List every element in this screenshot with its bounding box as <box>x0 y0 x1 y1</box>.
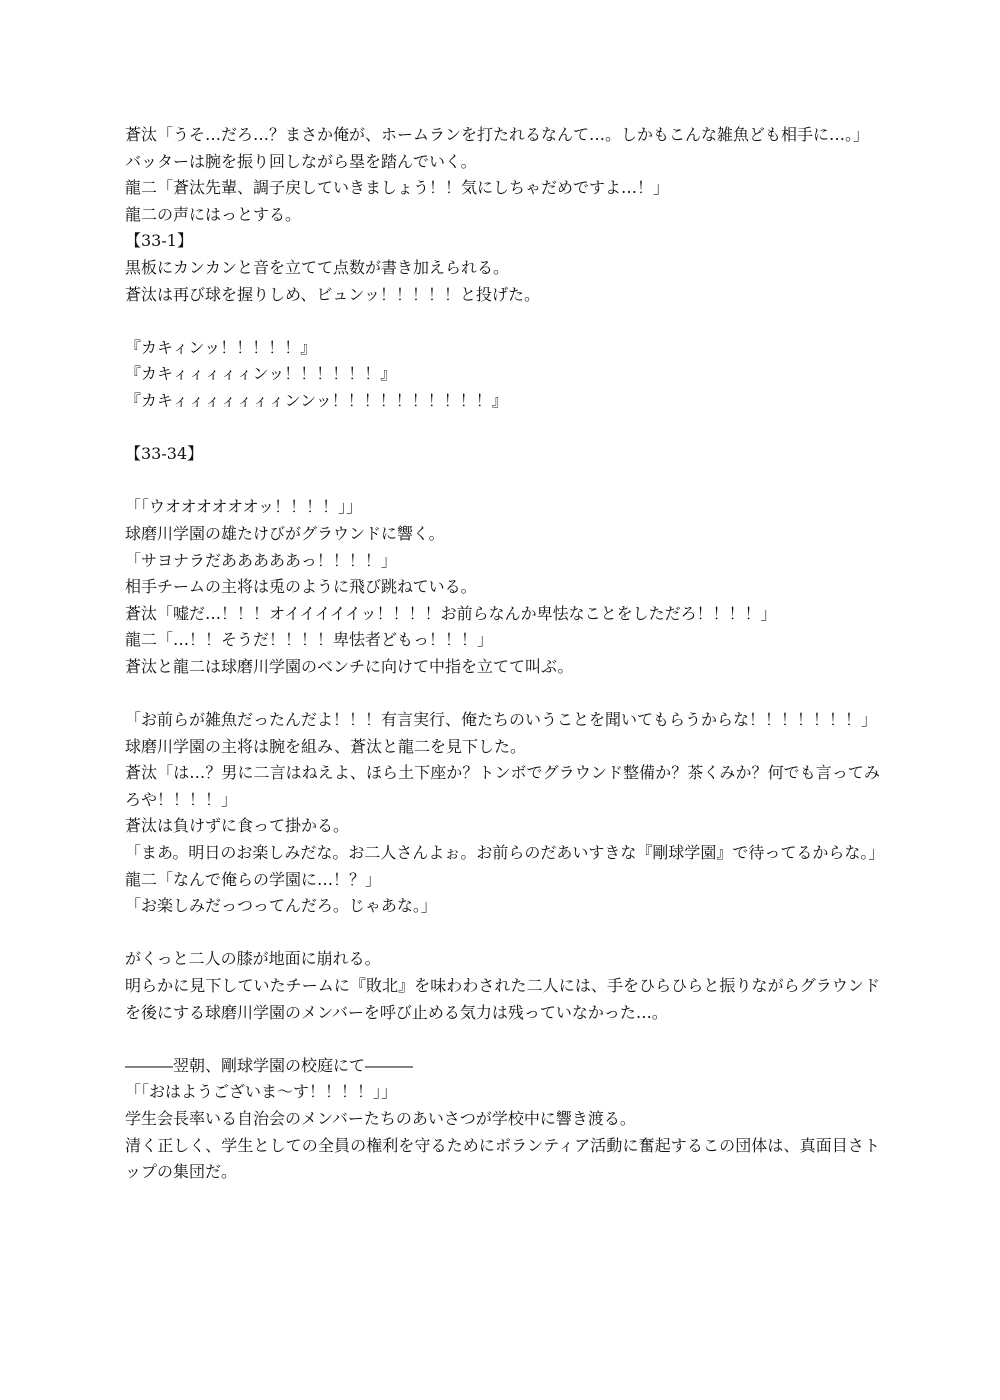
text-line: 明らかに見下していたチームに『敗北』を味わわされた二人には、手をひらひらと振りながらグラウンドを後にする球磨川学園のメンバーを呼び止める気力は残っていなかった…。 <box>125 976 880 1022</box>
text-line: 球磨川学園の雄たけびがグラウンドに響く。 <box>125 523 445 543</box>
text-line: 龍二「なんで俺らの学園に…！？」 <box>125 869 382 889</box>
text-line: 蒼汰「嘘だ…！！！オイイイイイッ！！！！お前らなんか卑怯なことをしただろ！！！！」 <box>125 603 777 623</box>
text-line: 蒼汰は再び球を握りしめ、ビュンッ！！！！！と投げた。 <box>125 284 541 304</box>
text-line: 学生会長率いる自治会のメンバーたちのあいさつが学校中に響き渡る。 <box>125 1108 636 1128</box>
blank-line <box>125 680 880 707</box>
text-line: 清く正しく、学生としての全員の権利を守るためにボランティア活動に奮起するこの団体は、真面目さトップの集団だ。 <box>125 1135 880 1182</box>
text-line: 「お前らが雑魚だったんだよ！！！有言実行、俺たちのいうことを聞いてもらうからな！！！！！！！」 <box>125 710 878 730</box>
text-line: 『カキィンッ！！！！！』 <box>125 337 317 357</box>
text-line: 「まあ。明日のお楽しみだな。お二人さんよぉ。お前らのだあいすきな『剛球学園』で待ってるからな。」 <box>125 843 885 863</box>
blank-line <box>125 308 880 335</box>
blank-line <box>125 468 880 495</box>
text-line: 蒼汰と龍二は球磨川学園のベンチに向けて中指を立てて叫ぶ。 <box>125 656 574 676</box>
text-line: 蒼汰「は…？男に二言はねえよ、ほら土下座か？トンボでグラウンド整備か？茶くみか？何でも言ってみろや！！！！」 <box>125 763 880 809</box>
text-line: ―――翌朝、剛球学園の校庭にて――― <box>125 1055 414 1075</box>
text-line: 「お楽しみだっつってんだろ。じゃあな。」 <box>125 896 437 916</box>
text-line: 蒼汰は負けずに食って掛かる。 <box>125 816 350 836</box>
text-line: 龍二の声にはっとする。 <box>125 204 302 224</box>
document-body <box>125 122 885 1186</box>
text-line: 『カキィィィィィィィンンッ！！！！！！！！！！』 <box>125 390 508 410</box>
text-line: 「「おはようございま～す！！！！」」 <box>125 1082 398 1102</box>
text-line: 球磨川学園の主将は腕を組み、蒼汰と龍二を見下した。 <box>125 736 526 756</box>
text-line: 蒼汰「うそ…だろ…？まさか俺が、ホームランを打たれるなんて…。しかもこんな雑魚ども相手に…。」 <box>125 125 870 144</box>
text-line: 黒板にカンカンと音を立てて点数が書き加えられる。 <box>125 257 510 277</box>
blank-line <box>125 415 880 442</box>
text-line: 相手チームの主将は兎のように飛び跳ねている。 <box>125 577 477 597</box>
text-line: 「サヨナラだあああああっ！！！！」 <box>125 550 397 570</box>
text-line: 【33-1】 <box>125 231 193 251</box>
text-line: 『カキィィィィィンッ！！！！！！』 <box>125 364 397 384</box>
text-line: 【33-34】 <box>125 444 204 464</box>
blank-line <box>125 920 880 947</box>
blank-line <box>125 1026 880 1053</box>
text-line: がくっと二人の膝が地面に崩れる。 <box>125 949 381 969</box>
text-line: 「「ウオオオオオオッ！！！！」」 <box>125 497 363 517</box>
text-line: バッターは腕を振り回しながら塁を踏んでいく。 <box>125 151 477 171</box>
text-line: 龍二「蒼汰先輩、調子戻していきましょう！！気にしちゃだめですよ…！」 <box>125 178 670 198</box>
text-line: 龍二「…！！そうだ！！！！卑怯者どもっ！！！」 <box>125 630 494 650</box>
